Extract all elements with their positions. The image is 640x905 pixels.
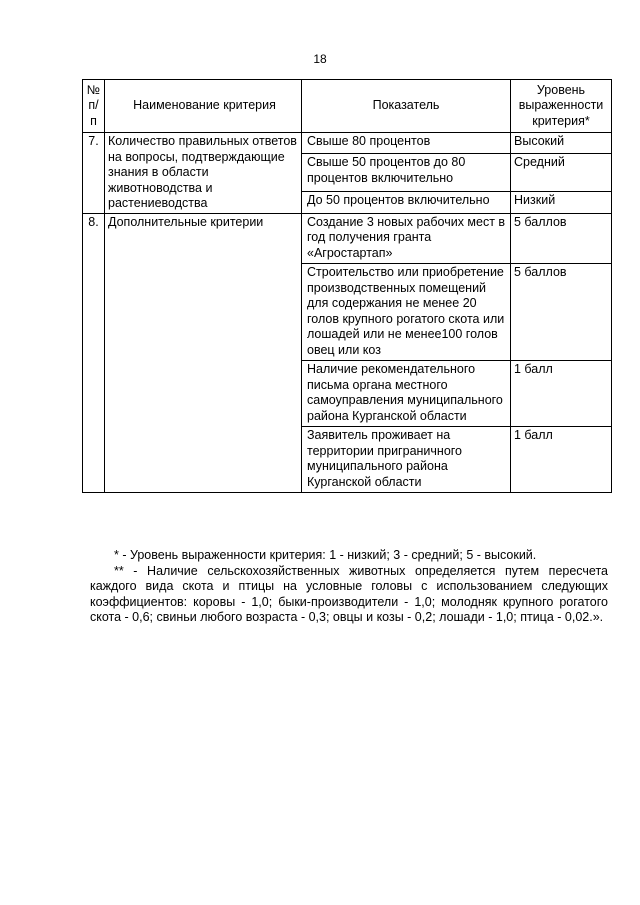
level-cell: 5 баллов — [511, 213, 612, 264]
level-cell: Средний — [511, 154, 612, 192]
header-num: № п/п — [83, 80, 105, 133]
footnote-animal-coefficients: ** - Наличие сельскохозяйственных животных определяется путем пересчета каждого вида скота и птицы на условные головы с использованием следующих коэффициентов: коровы - 1,0; быки-производители - 1,0; молодняк крупного рогатого скота - 0,6; свиньи любого возраста - 0,3; овцы и козы - 0,2; лошади - 1,0; птица - 0,02.». — [90, 563, 608, 624]
table-row — [83, 133, 612, 154]
indicator-cell: Заявитель проживает на территории приграничного муниципального района Курганской области — [302, 427, 511, 493]
level-cell: 1 балл — [511, 427, 612, 493]
level-cell: 1 балл — [511, 361, 612, 427]
row-num: 8. — [83, 213, 105, 493]
indicator-cell: До 50 процентов включительно — [302, 192, 511, 213]
indicator-cell: Создание 3 новых рабочих мест в год получения гранта «Агростартап» — [302, 213, 511, 264]
table-row — [83, 213, 612, 264]
criterion-name: Количество правильных ответов на вопросы, подтверждающие знания в области животноводства и растениеводства — [105, 133, 302, 214]
table-header-row — [83, 80, 612, 133]
indicator-cell: Строительство или приобретение производственных помещений для содержания не менее 20 голов крупного рогатого скота или лошадей или не менее100 голов овец или коз — [302, 264, 511, 361]
page-number: 18 — [313, 52, 327, 66]
criterion-name: Дополнительные критерии — [105, 213, 302, 493]
criteria-table — [82, 79, 612, 493]
footnote-level-scale: * - Уровень выраженности критерия: 1 - низкий; 3 - средний; 5 - высокий. — [114, 548, 537, 562]
level-cell: Низкий — [511, 192, 612, 213]
level-cell: 5 баллов — [511, 264, 612, 361]
level-cell: Высокий — [511, 133, 612, 154]
header-criterion-name: Наименование критерия — [105, 80, 302, 133]
footnotes — [90, 548, 608, 626]
indicator-cell: Свыше 50 процентов до 80 процентов включительно — [302, 154, 511, 192]
header-indicator: Показатель — [302, 80, 511, 133]
indicator-cell: Свыше 80 процентов — [302, 133, 511, 154]
header-level: Уровень выраженности критерия* — [511, 80, 612, 133]
indicator-cell: Наличие рекомендательного письма органа местного самоуправления муниципального района Курганской области — [302, 361, 511, 427]
row-num: 7. — [83, 133, 105, 214]
